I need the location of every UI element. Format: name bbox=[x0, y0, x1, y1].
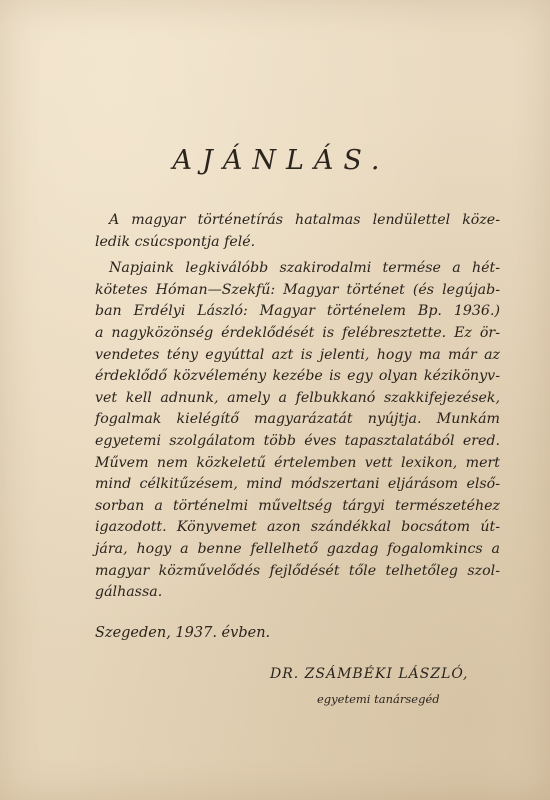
place-date: Szegeden, 1937. évben. bbox=[95, 625, 271, 641]
text-line: ban Erdélyi László: Magyar történelem Bp. 1936.) bbox=[95, 303, 500, 320]
text-line: egyetemi szolgálatom több éves tapasztalatából ered. bbox=[95, 432, 500, 449]
signature-name: DR. ZSÁMBÉKI LÁSZLÓ, bbox=[270, 666, 469, 682]
text-line: Művem nem közkeletű értelemben vett lexikon, mert bbox=[95, 454, 500, 471]
text-line: érdeklődő közvélemény kezébe is egy olyan kézikönyv- bbox=[95, 368, 500, 385]
text-line: vet kell adnunk, amely a felbukkanó szakkifejezések, bbox=[95, 389, 500, 406]
text-line: Napjaink legkiválóbb szakirodalmi termése a hét- bbox=[109, 260, 500, 277]
signature-role: egyetemi tanársegéd bbox=[317, 692, 440, 706]
body-text bbox=[95, 210, 500, 604]
text-line: A magyar történetírás hatalmas lendülettel köze- bbox=[109, 212, 500, 228]
page-title: AJÁNLÁS. bbox=[172, 145, 390, 176]
text-line: jára, hogy a benne fellelhető gazdag fogalomkincs a bbox=[95, 540, 500, 557]
text-line: igazodott. Könyvemet azon szándékkal bocsátom út- bbox=[95, 519, 500, 536]
text-line: sorban a történelmi műveltség tárgyi természetéhez bbox=[95, 497, 500, 514]
text-line: magyar közművelődés fejlődését tőle telhetőleg szol- bbox=[95, 562, 500, 579]
text-line: gálhassa. bbox=[95, 584, 163, 601]
text-line: kötetes Hóman—Szekfű: Magyar történet (és legújab- bbox=[95, 281, 500, 298]
text-line: ledik csúcspontja felé. bbox=[95, 233, 256, 250]
text-line: vendetes tény egyúttal azt is jelenti, hogy ma már az bbox=[95, 346, 500, 363]
text-line: mind célkitűzésem, mind módszertani eljárásom első- bbox=[95, 476, 500, 493]
text-line: a nagyközönség érdeklődését is felébresztette. Ez ör- bbox=[95, 324, 500, 341]
text-line: fogalmak kielégítő magyarázatát nyújtja. Munkám bbox=[95, 411, 500, 428]
